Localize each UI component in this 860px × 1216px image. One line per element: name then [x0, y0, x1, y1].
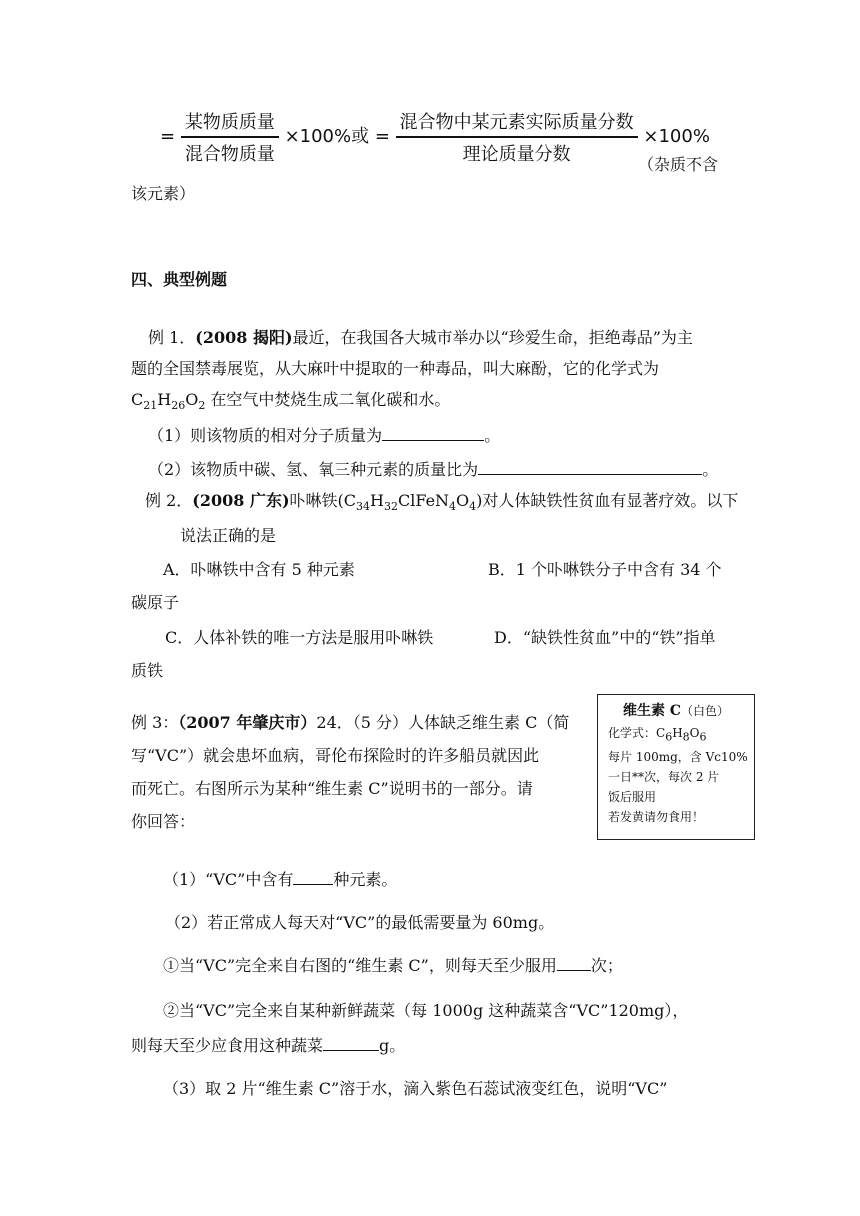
label-title-note: （白色）	[681, 704, 730, 718]
fraction-numerator: 混合物中某元素实际质量分数	[396, 108, 638, 138]
option-d-continued: 质铁	[131, 661, 164, 680]
fraction-element-percent	[396, 108, 638, 166]
question-text: 则每天至少应食用这种蔬菜	[131, 1036, 324, 1055]
formula-middle: ×100%或 =	[284, 126, 390, 147]
fraction-denominator: 理论质量分数	[462, 144, 571, 165]
question-text: （1）则该物质的相对分子质量为	[148, 426, 383, 445]
example-3-question-2: （2）若正常成人每天对“VC”的最低需要量为 60mg。	[165, 913, 555, 932]
chem-text: 卟啉铁(C	[289, 491, 357, 510]
question-end: 。	[702, 460, 719, 479]
example-3-source: （2007 年肇庆市）	[178, 713, 317, 732]
example-2-source: (2008 广东)	[192, 491, 290, 510]
answer-blank[interactable]	[382, 426, 484, 441]
subscript: 8	[682, 730, 690, 744]
chem-o: O	[185, 390, 199, 409]
question-end: 种元素。	[333, 870, 398, 889]
answer-blank[interactable]	[323, 1036, 379, 1051]
label-line-frequency: 一日**次，每次 2 片	[608, 770, 720, 785]
chem-o: O	[689, 726, 700, 740]
example-3-label: 例 3：	[131, 713, 179, 732]
fraction-numerator: 某物质质量	[181, 108, 279, 138]
subscript: 4	[449, 500, 457, 514]
label-formula-text: 化学式：C	[608, 726, 666, 740]
example-3-line-4: 你回答：	[131, 812, 196, 831]
example-2-line-2: 说法正确的是	[180, 526, 277, 545]
label-title	[608, 701, 754, 721]
example-3-question-2b-continued	[131, 1033, 405, 1056]
example-3-line-1	[131, 710, 569, 733]
chem-c: C	[131, 390, 144, 409]
vitamin-c-label-box	[597, 694, 755, 840]
equals-sign: =	[160, 126, 176, 147]
subscript: 6	[665, 730, 673, 744]
section-title: 四、典型例题	[131, 270, 228, 289]
example-1-line-3	[131, 387, 450, 412]
example-2-line-1	[145, 488, 738, 513]
example-3-text: 24．（5 分）人体缺乏维生素 C（简	[316, 713, 570, 732]
subscript: 4	[469, 500, 477, 514]
question-text: ①当“VC”完全来自右图的“维生素 C”，则每天至少服用	[163, 956, 557, 975]
example-3-line-2: 写“VC”）就会患坏血病，哥伦布探险时的许多船员就因此	[131, 746, 540, 765]
question-end: g。	[379, 1036, 406, 1055]
subscript: 21	[143, 399, 158, 413]
example-2-text: )对人体缺铁性贫血有显著疗效。以下	[476, 491, 739, 510]
fraction-substance-mixture	[181, 108, 279, 166]
question-end: 次；	[590, 956, 623, 975]
example-3-question-2b: ②当“VC”完全来自某种新鲜蔬菜（每 1000g 这种蔬菜含“VC”120mg），	[163, 1001, 689, 1020]
subscript: 34	[356, 500, 371, 514]
label-formula	[608, 723, 754, 747]
label-line-warning: 若发黄请勿食用！	[608, 810, 705, 825]
option-c[interactable]: C．人体补铁的唯一方法是服用卟啉铁	[165, 628, 434, 647]
example-1-label: 例 1．	[148, 328, 196, 347]
question-text: （1）“VC”中含有	[163, 870, 294, 889]
example-2-label: 例 2．	[145, 491, 193, 510]
mass-fraction-formula	[160, 108, 710, 166]
example-3-question-1	[163, 867, 397, 890]
example-1-text: 在空气中焚烧生成二氧化碳和水。	[205, 390, 451, 409]
example-1-line-1	[148, 325, 693, 348]
label-title-text: 维生素 C	[622, 703, 681, 719]
chem-text: O	[456, 491, 470, 510]
subscript: 32	[383, 500, 398, 514]
example-3-question-3: （3）取 2 片“维生素 C”溶于水，滴入紫色石蕊试液变红色，说明“VC”	[163, 1079, 668, 1098]
chem-h: H	[157, 390, 172, 409]
subscript: 6	[699, 730, 707, 744]
chem-h: H	[672, 726, 683, 740]
example-1-question-1	[148, 423, 500, 446]
answer-blank[interactable]	[478, 460, 702, 475]
formula-note: （杂质不含	[638, 155, 719, 174]
formula-note-continued: 该元素）	[131, 184, 196, 203]
subscript: 26	[171, 399, 186, 413]
option-b[interactable]: B．1 个卟啉铁分子中含有 34 个	[488, 560, 722, 579]
question-text: （2）该物质中碳、氢、氧三种元素的质量比为	[148, 460, 479, 479]
option-d[interactable]: D．“缺铁性贫血”中的“铁”指单	[494, 628, 716, 647]
example-3-line-3: 而死亡。右图所示为某种“维生素 C”说明书的一部分。请	[131, 779, 533, 798]
example-1-source: (2008 揭阳)	[195, 328, 293, 347]
chem-text: H	[370, 491, 384, 510]
option-b-continued: 碳原子	[131, 593, 180, 612]
chem-text: ClFeN	[397, 491, 450, 510]
fraction-denominator: 混合物质量	[184, 144, 275, 165]
answer-blank[interactable]	[293, 870, 333, 885]
option-a[interactable]: A．卟啉铁中含有 5 种元素	[163, 560, 355, 579]
label-line-dose: 每片 100mg，含 Vc10%	[608, 750, 748, 765]
label-line-timing: 饭后服用	[608, 790, 657, 805]
answer-blank[interactable]	[557, 956, 591, 971]
example-1-text: 最近，在我国各大城市举办以“珍爱生命，拒绝毒品”为主	[292, 328, 693, 347]
example-3-question-2a	[163, 953, 623, 976]
example-1-line-2: 题的全国禁毒展览，从大麻叶中提取的一种毒品，叫大麻酚，它的化学式为	[131, 359, 660, 378]
subscript: 2	[198, 399, 206, 413]
formula-tail: ×100%	[643, 126, 710, 147]
example-1-question-2	[148, 457, 718, 480]
question-end: 。	[484, 426, 501, 445]
